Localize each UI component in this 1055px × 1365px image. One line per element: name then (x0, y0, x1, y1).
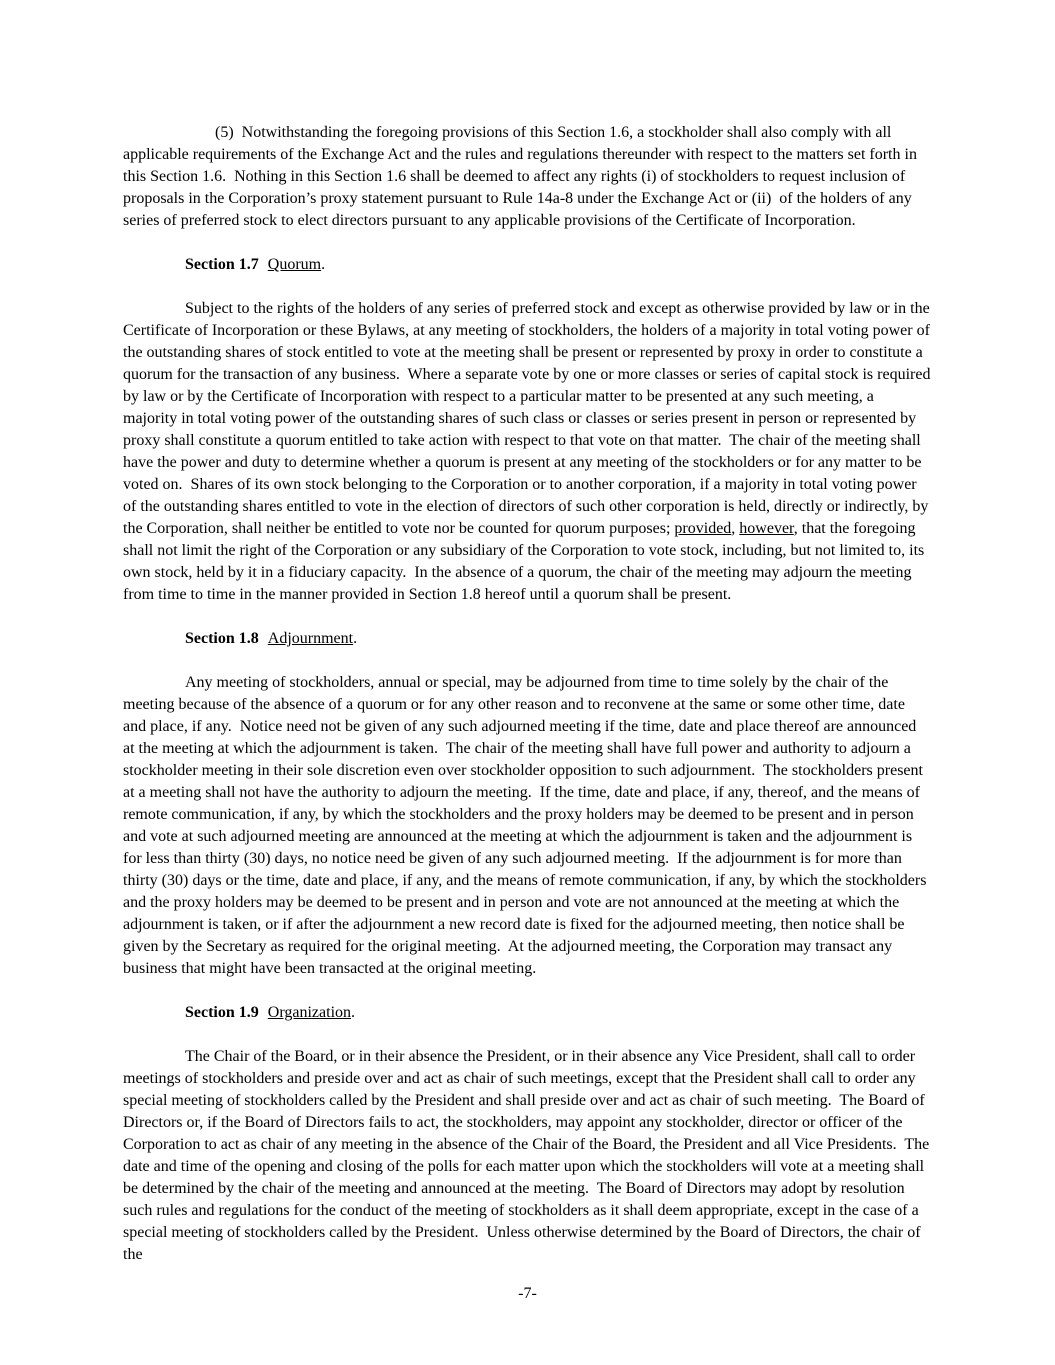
quorum-underlined-however: however (739, 520, 794, 537)
section-1-7-title: Quorum (267, 256, 322, 273)
section-1-9-number: Section 1.9 (185, 1004, 259, 1021)
quorum-text-3: , that the foregoing shall not limit the right of the Corporation or any subsidiary of the Corporation to vote stock, including, but not limited to, its own stock, held by it in a fiduciary capacity. In the absence of a quorum, the chair of the meeting may adjourn the meeting from time to time in the manner provided in Section 1.8 hereof until a quorum shall be present. (123, 520, 929, 603)
section-1-8-heading (123, 628, 931, 650)
adjournment-paragraph: Any meeting of stockholders, annual or special, may be adjourned from time to time solely by the chair of the meeting because of the absence of a quorum or for any other reason and to reconvene at the same or some other time, date and place, if any. Notice need not be given of any such adjourned meeting if the time, date and place thereof are announced at the meeting at which the adjournment is taken. The chair of the meeting shall have full power and authority to adjourn a stockholder meeting in their sole discretion even over stockholder opposition to such adjournment. The stockholders present at a meeting shall not have the authority to adjourn the meeting. If the time, date and place, if any, thereof, and the means of remote communication, if any, by which the stockholders and the proxy holders may be deemed to be present and in person and vote at such adjourned meeting are announced at the meeting at which the adjournment is taken and the adjournment is for less than thirty (30) days, no notice need be given of any such adjourned meeting. If the adjournment is for more than thirty (30) days or the time, date and place, if any, and the means of remote communication, if any, by which the stockholders and the proxy holders may be deemed to be present and in person and vote are not announced at the meeting at which the adjournment is taken, or if after the adjournment a new record date is fixed for the adjourned meeting, then notice shall be given by the Secretary as required for the original meeting. At the adjourned meeting, the Corporation may transact any business that might have been transacted at the original meeting. (123, 674, 931, 977)
section-1-9-heading (123, 1002, 931, 1024)
section-1-9-title-period: . (351, 1004, 356, 1021)
page-number: -7- (518, 1285, 537, 1302)
document-body (123, 122, 935, 1266)
organization-paragraph: The Chair of the Board, or in their absence the President, or in their absence any Vice President, shall call to order meetings of stockholders and preside over and act as chair of such meetings, except that the President shall call to order any special meeting of stockholders called by the President and shall preside over and act as chair of such meeting. The Board of Directors or, if the Board of Directors fails to act, the stockholders, may appoint any stockholder, director or officer of the Corporation to act as chair of any meeting in the absence of the Chair of the Board, the President and all Vice Presidents. The date and time of the opening and closing of the polls for each matter upon which the stockholders will vote at a meeting shall be determined by the chair of the meeting and announced at the meeting. The Board of Directors may adopt by resolution such rules and regulations for the conduct of the meeting of stockholders as it shall deem appropriate, except in the case of a special meeting of stockholders called by the President. Unless otherwise determined by the Board of Directors, the chair of the (123, 1048, 934, 1263)
section-1-9-title: Organization (267, 1004, 352, 1021)
quorum-paragraph (123, 298, 935, 606)
section-1-7-title-period: . (321, 256, 326, 273)
quorum-text-2: , (731, 520, 740, 537)
section-1-7-heading (123, 254, 931, 276)
section-1-7-number: Section 1.7 (185, 256, 259, 273)
clause-5-paragraph: (5) Notwithstanding the foregoing provisions of this Section 1.6, a stockholder shall also comply with all applicable requirements of the Exchange Act and the rules and regulations thereunder with respect to the matters set forth in this Section 1.6. Nothing in this Section 1.6 shall be deemed to affect any rights (i) of stockholders to request inclusion of proposals in the Corporation’s proxy statement pursuant to Rule 14a-8 under the Exchange Act or (ii) of the holders of any series of preferred stock to elect directors pursuant to any applicable provisions of the Certificate of Incorporation. (123, 124, 921, 229)
section-1-8-number: Section 1.8 (185, 630, 259, 647)
section-1-8-title: Adjournment (267, 630, 354, 647)
section-1-8-title-period: . (353, 630, 358, 647)
quorum-underlined-provided: provided (674, 520, 732, 537)
quorum-text-1: Subject to the rights of the holders of any series of preferred stock and except as otherwise provided by law or in the Certificate of Incorporation or these Bylaws, at any meeting of stockholders, the holders of a majority in total voting power of the outstanding shares of stock entitled to vote at the meeting shall be present or represented by proxy in order to constitute a quorum for the transaction of any business. Where a separate vote by one or more classes or series of capital stock is required by law or by the Certificate of Incorporation with respect to a particular matter to be presented at any such meeting, a majority in total voting power of the outstanding shares of such class or classes or series present in person or represented by proxy shall constitute a quorum entitled to take action with respect to that vote on that matter. The chair of the meeting shall have the power and duty to determine whether a quorum is present at any meeting of the stockholders or for any matter to be voted on. Shares of its own stock belonging to the Corporation or to another corporation, if a majority in total voting power of the outstanding shares entitled to vote in the election of directors of such other corporation is held, directly or indirectly, by the Corporation, shall neither be entitled to vote nor be counted for quorum purposes; (123, 300, 935, 537)
